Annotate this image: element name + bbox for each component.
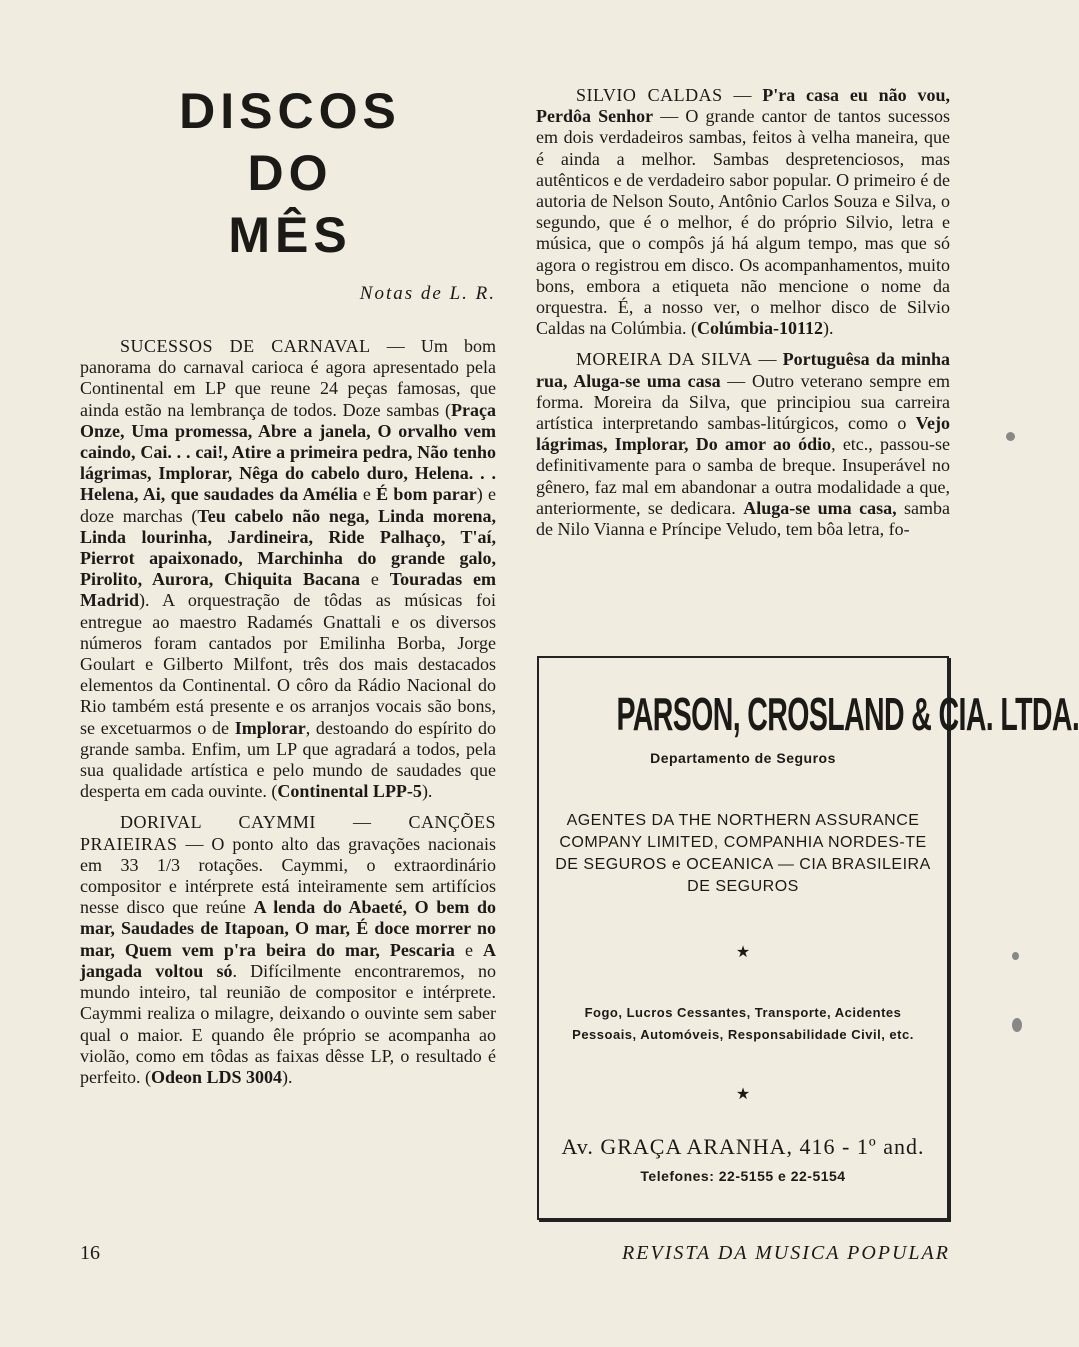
review-text: ). A orquestração de tôdas as músicas foi entregue ao maestro Radamés Gnattali e os diversos números foram cantados por Emilinha Borba, Jorge Goulart e Gilberto Milfont, três dos mais destacados elementos da Continental. O côro da Rádio Nacional do Rio também está presente e os arranjos vocais são bons, se excetuarmos o de	[80, 590, 496, 738]
print-speck	[1006, 432, 1015, 441]
title-line-2: DO	[247, 145, 333, 201]
review-text: — Outro veterano sempre em forma. Moreira da Silva, que principiou sua carreira artística interpretando sambas-litúrgicos, como o	[536, 370, 950, 434]
right-column	[536, 85, 950, 540]
song-list: Vejo lágrimas, Implorar, Do amor ao ódio	[536, 413, 950, 455]
catalog-number: Odeon LDS 3004	[150, 1066, 282, 1087]
ad-company-name: PARSON, CROSLAND & CIA. LTDA.	[616, 688, 1079, 740]
song-list: A lenda do Abaeté, O bem do mar, Saudades de Itapoan, O mar, É doce morrer no mar, Quem vem p'ra beira do mar, Pescaria	[80, 897, 496, 960]
print-speck	[1012, 952, 1019, 960]
review-text: —	[722, 85, 763, 105]
song-list: Portuguêsa da minha rua, Aluga-se uma casa	[536, 349, 951, 391]
review-text: . Difícilmente encontraremos, no mundo inteiro, tal reunião de compositor e intérprete. Caymmi realiza o milagre, deixando o ouvinte sem saber qual o maior. E quando êle próprio se acompanha ao violão, como em tôdas as faixas dêsse LP, o resultado é perfeito. (	[80, 960, 497, 1087]
song-list: Teu cabelo não nega, Linda morena, Linda lourinha, Jardineira, Ride Palhaço, T'aí, Pierrot apaixonado, Marchinha do grande galo, Pirolito, Aurora, Chiquita Bacana	[80, 505, 496, 590]
review-text: — O ponto alto das gravações nacionais em 33 1/3 rotações. Caymmi, o extraordinário compositor e intérprete está inteiramente sem artifícios nesse disco que reúne	[80, 833, 496, 918]
song-list: Praça Onze, Uma promessa, Abre a janela, O orvalho vem caindo, Cai. . . cai!, Atire a primeira pedra, Não tenho lágrimas, Implorar, Nêga do cabelo duro, Helena. . . Helena, Ai, que saudades da Amélia	[80, 399, 496, 505]
section-title	[140, 80, 440, 266]
ad-agents-text: AGENTES DA THE NORTHERN ASSURANCE COMPANY LIMITED, COMPANHIA NORDES-TE DE SEGUROS e OCEANICA — CIA BRASILEIRA DE SEGUROS	[555, 812, 931, 895]
print-speck	[1012, 1018, 1022, 1032]
review-heading: MOREIRA DA SILVA	[576, 349, 753, 370]
review-carnaval	[80, 336, 496, 802]
song-title: Touradas em Madrid	[80, 569, 496, 611]
review-text: — O grande cantor de tantos sucessos em dois verdadeiros sambas, feitos à velha maneira, que é ainda a melhor. Sambas despretenciosos, mas autênticos e de verdadeiro sabor popular. O primeiro é de autoria de Nelson Souto, Antônio Carlos Souza e Silva, o segundo, que é o melhor, é do próprio Silvio, letra e música, que o compôs já há algum tempo, mas que só agora o registrou em disco. Os acompanhamentos, muito bons, embora a etiqueta não mencione o nome da orquestra. É, a nosso ver, o melhor disco de Silvio Caldas na Colúmbia. (	[536, 106, 950, 339]
review-text: —	[752, 349, 783, 370]
review-caldas	[536, 85, 950, 339]
review-text: e	[360, 569, 390, 590]
running-title: REVISTA DA MUSICA POPULAR	[622, 1242, 950, 1264]
song-title: A jangada voltou só	[80, 939, 496, 981]
insurance-advertisement	[537, 656, 1079, 1220]
title-line-1: DISCOS	[179, 83, 401, 139]
review-moreira	[536, 349, 950, 540]
catalog-number: Colúmbia-10112	[696, 318, 824, 339]
review-text: ).	[421, 781, 433, 802]
review-heading: SUCESSOS DE CARNAVAL	[120, 336, 371, 356]
title-line-3: MÊS	[228, 207, 352, 263]
ad-insurance-lines: Fogo, Lucros Cessantes, Transporte, Acidentes Pessoais, Automóveis, Responsabilidade Civil, etc.	[572, 1005, 914, 1042]
review-text: , destoando do espírito do grande samba. Enfim, um LP que agradará a todos, pela sua qualidade artística e pelo mundo de saudades que desperta em cada ouvinte. (	[80, 717, 496, 802]
review-text: — Um bom panorama do carnaval carioca é agora apresentado pela Continental em LP que reune 24 peças famosas, que ainda estão na lembrança de todos. Doze sambas (	[80, 336, 496, 420]
star-icon: ★	[735, 1086, 751, 1103]
left-column	[80, 336, 496, 1088]
review-text: e	[357, 484, 377, 505]
catalog-number: Continental LPP-5	[277, 781, 422, 802]
review-heading: SILVIO CALDAS	[576, 85, 723, 105]
review-text: ).	[282, 1066, 293, 1087]
ad-department: Departamento de Seguros	[650, 750, 836, 766]
review-caymmi	[80, 812, 496, 1088]
song-list: P'ra casa eu não vou, Perdôa Senhor	[536, 85, 950, 127]
review-text: , etc., passou-se definitivamente para o samba de breque. Insuperável no gênero, faz mal em abandonar a outra modalidade a que, anteriormente, se dedicara.	[536, 434, 950, 518]
byline: Notas de L. R.	[359, 283, 496, 304]
review-heading: DORIVAL CAYMMI — CANÇÕES PRAIEIRAS	[80, 812, 496, 854]
star-icon: ★	[735, 944, 751, 961]
review-text: e	[454, 939, 483, 960]
song-title: Implorar	[234, 717, 306, 738]
page-number: 16	[80, 1242, 100, 1264]
ad-address: Av. GRAÇA ARANHA, 416 - 1º and.	[561, 1134, 925, 1159]
song-title: Aluga-se uma casa,	[743, 497, 897, 518]
review-text: ) e doze marchas (	[80, 484, 496, 526]
song-title: É bom parar	[376, 484, 477, 505]
ad-phones: Telefones: 22-5155 e 22-5154	[640, 1168, 846, 1184]
review-text: samba de Nilo Vianna e Príncipe Veludo, tem bôa letra, fo-	[536, 497, 950, 540]
review-text: ).	[823, 318, 834, 339]
